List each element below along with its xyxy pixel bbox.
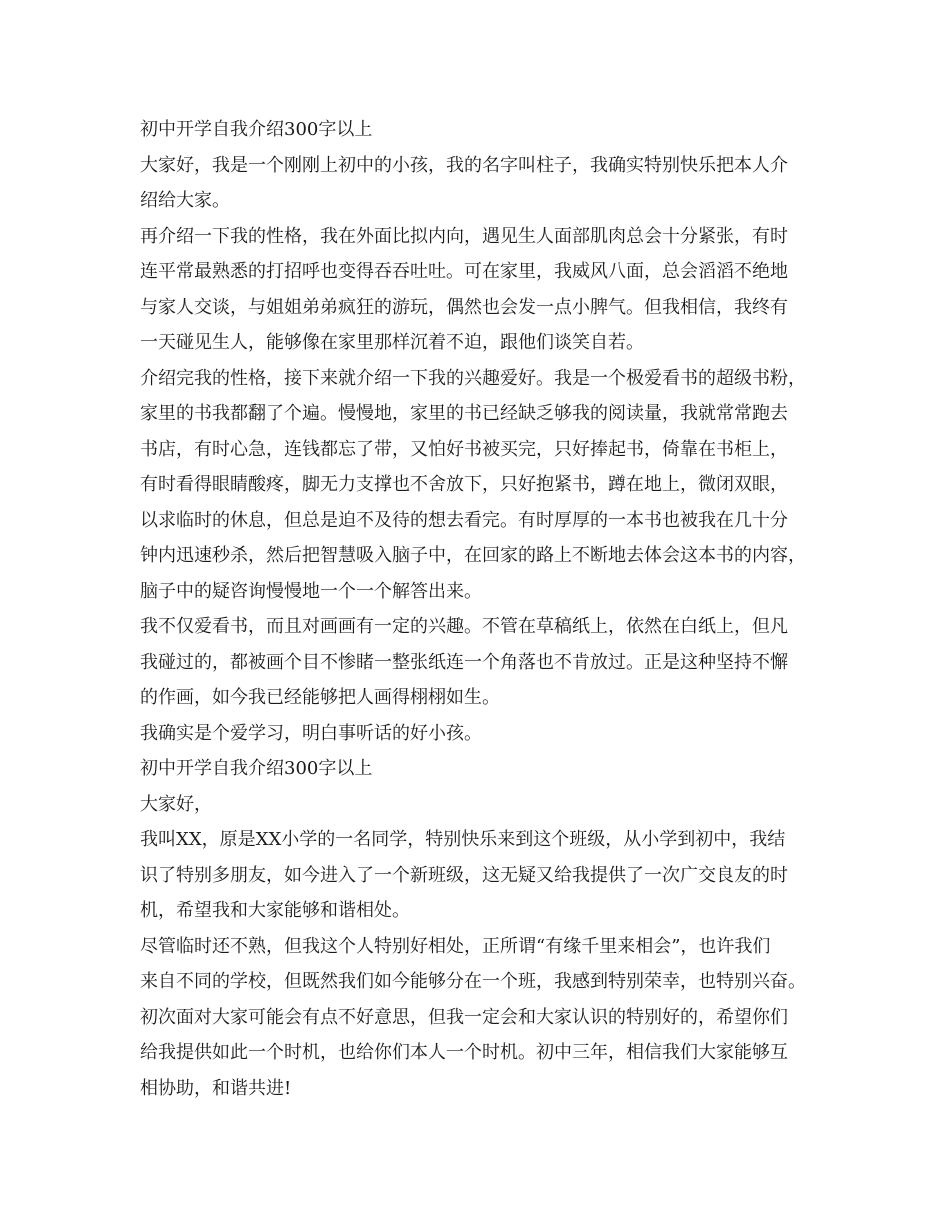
text-line: 机，希望我和大家能够和谐相处。 [140, 900, 410, 921]
essay-title-2: 初中开学自我介绍300字以上 [140, 758, 373, 779]
text-line: 尽管临时还不熟，但我这个人特别好相处，正所谓“有缘千里来相会”，也许我们 [140, 935, 771, 957]
text-line: 初次面对大家可能会有点不好意思，但我一定会和大家认识的特别好的，希望你们 [140, 1006, 788, 1028]
text-line: 绍给大家。 [140, 190, 230, 211]
essay-title-1: 初中开学自我介绍300字以上 [140, 119, 373, 140]
text-line: 大家好，我是一个刚刚上初中的小孩，我的名字叫柱子，我确实特别快乐把本人介 [140, 154, 788, 176]
text-line: 我碰过的，都被画个目不惨睹一整张纸连一个角落也不肯放过。正是这种坚持不懈 [140, 651, 788, 673]
text-line: 我确实是个爱学习，明白事听话的好小孩。 [140, 722, 482, 744]
text-line: 我叫XX，原是XX小学的一名同学，特别快乐来到这个班级，从小学到初中，我结 [140, 829, 786, 850]
text-line: 脑子中的疑咨询慢慢地一个一个解答出来。 [140, 580, 482, 602]
text-line: 一天碰见生人，能够像在家里那样沉着不迫，跟他们谈笑自若。 [140, 332, 644, 353]
text-line: 书店，有时心急，连钱都忘了带，又怕好书被买完，只好捧起书，倚靠在书柜上， [140, 438, 788, 460]
text-line: 介绍完我的性格，接下来就介绍一下我的兴趣爱好。我是一个极爱看书的超级书粉， [140, 367, 806, 389]
text-line: 钟内迅速秒杀，然后把智慧吸入脑子中，在回家的路上不断地去体会这本书的内容， [140, 545, 806, 566]
text-line: 识了特别多朋友，如今进入了一个新班级，这无疑又给我提供了一次广交良友的时 [140, 864, 788, 886]
text-line: 来自不同的学校，但既然我们如今能够分在一个班，我感到特别荣幸，也特别兴奋。 [140, 971, 806, 992]
text-line: 连平常最熟悉的打招呼也变得吞吞吐吐。可在家里，我威风八面，总会滔滔不绝地 [140, 261, 788, 282]
text-line: 有时看得眼睛酸疼，脚无力支撑也不舍放下，只好抱紧书，蹲在地上，微闭双眼， [140, 474, 788, 495]
text-line: 相协助，和谐共进! [140, 1077, 292, 1099]
text-line: 家里的书我都翻了个遍。慢慢地，家里的书已经缺乏够我的阅读量，我就常常跑去 [140, 403, 788, 424]
text-line: 再介绍一下我的性格，我在外面比拟内向，遇见生人面部肌肉总会十分紧张，有时 [140, 225, 788, 247]
text-line: 以求临时的休息，但总是迫不及待的想去看完。有时厚厚的一本书也被我在几十分 [140, 509, 788, 531]
text-line: 的作画，如今我已经能够把人画得栩栩如生。 [140, 687, 500, 708]
text-line: 我不仅爱看书，而且对画画有一定的兴趣。不管在草稿纸上，依然在白纸上，但凡 [140, 616, 788, 637]
text-line: 大家好， [140, 793, 212, 815]
document-body [140, 112, 840, 1106]
text-line: 与家人交谈，与姐姐弟弟疯狂的游玩，偶然也会发一点小脾气。但我相信，我终有 [140, 296, 788, 318]
text-line: 给我提供如此一个时机，也给你们本人一个时机。初中三年，相信我们大家能够互 [140, 1042, 788, 1063]
